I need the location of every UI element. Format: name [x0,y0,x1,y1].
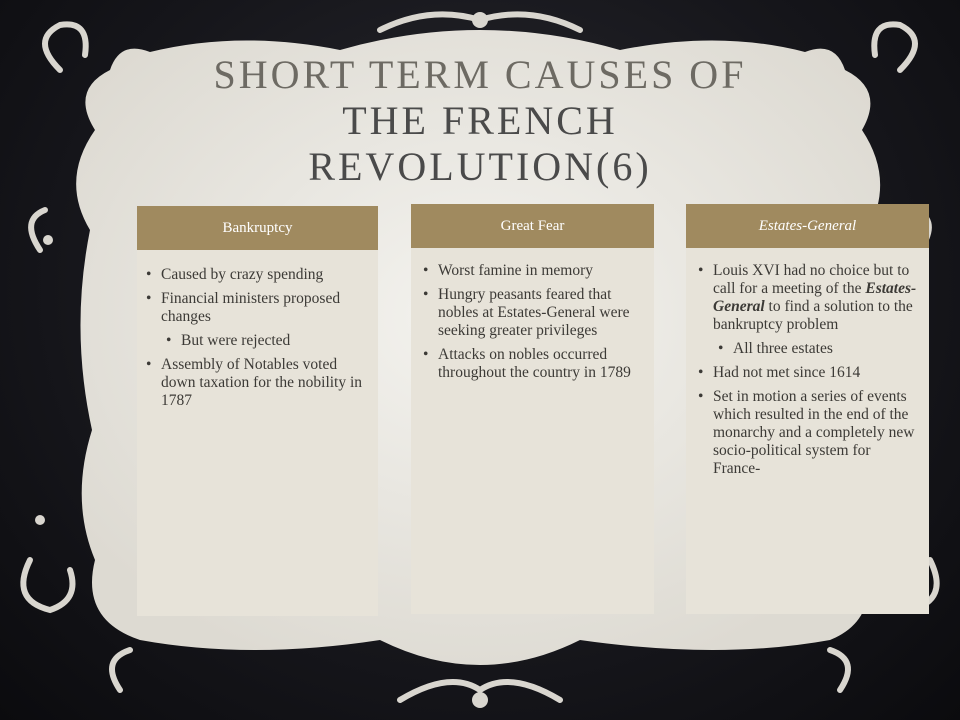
column-body [137,250,378,616]
list-item [698,388,919,478]
title-line-2: THE FRENCH [342,98,618,143]
column-header: Great Fear [411,204,654,248]
bullet-icon: • [698,364,704,381]
column-header: Bankruptcy [137,206,378,250]
list-item-text: Assembly of Notables voted down taxation for the nobility in 1787 [161,356,363,409]
list-item-text-pre: Louis XVI had no choice but to call for a meeting of the [713,262,910,297]
list-item-text-post: to find a solution to the bankruptcy problem [713,298,913,333]
list-item [423,262,642,280]
list-item-text: Hungry peasants feared that nobles at Estates-General were seeking greater privileges [438,286,630,339]
list-item-text: But were rejected [181,332,291,349]
list-item [718,340,919,358]
column-estates-general [686,204,929,614]
title-line-1: SHORT TERM CAUSES OF [213,52,747,97]
list-item-text: Caused by crazy spending [161,266,324,283]
list-item [423,346,642,382]
bullet-list [146,266,366,410]
column-bankruptcy [137,206,378,616]
list-item [423,286,642,340]
list-item-text: Attacks on nobles occurred throughout the country in 1789 [438,346,631,381]
list-item-text: Financial ministers proposed changes [161,290,341,325]
list-item [146,266,366,284]
list-item-text: Set in motion a series of events which resulted in the end of the monarchy and a completely new socio-political system for France- [713,388,915,477]
bullet-icon: • [423,286,429,303]
column-body [411,248,654,614]
bullet-list [423,262,642,382]
list-item [146,356,366,410]
column-body [686,248,929,614]
bullet-icon: • [698,262,704,279]
slide-title [130,52,830,190]
bullet-icon: • [718,340,724,357]
list-item [146,290,366,326]
list-item [698,364,919,382]
bullet-icon: • [146,266,152,283]
bullet-list [698,262,919,478]
bullet-icon: • [146,356,152,373]
bullet-icon: • [698,388,704,405]
title-line-3: REVOLUTION(6) [308,144,652,189]
list-item [698,262,919,334]
bullet-icon: • [146,290,152,307]
bullet-icon: • [166,332,172,349]
estates-general-emphasis: Estates-General [713,280,917,315]
list-item [166,332,366,350]
list-item-text: Had not met since 1614 [713,364,861,381]
bullet-icon: • [423,346,429,363]
list-item-text: All three estates [733,340,833,357]
column-great-fear [411,204,654,614]
list-item-text: Worst famine in memory [438,262,594,279]
bullet-icon: • [423,262,429,279]
column-header: Estates-General [686,204,929,248]
